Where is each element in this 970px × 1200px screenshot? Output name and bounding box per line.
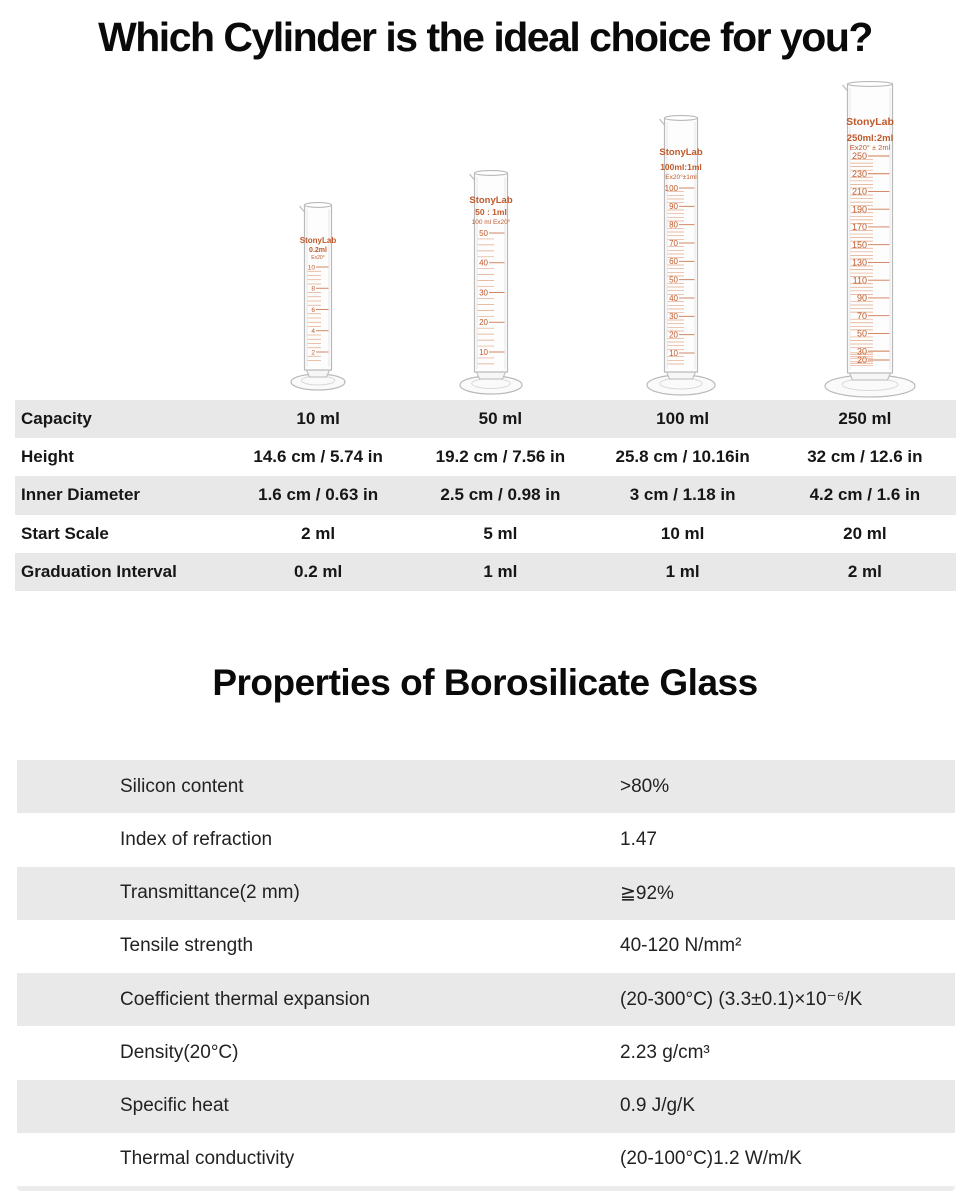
property-label: Tensile strength bbox=[120, 935, 254, 957]
svg-text:80: 80 bbox=[669, 220, 678, 230]
cell-value: 3 cm / 1.18 in bbox=[629, 485, 736, 505]
svg-text:6: 6 bbox=[311, 306, 315, 314]
property-value: 2.23 g/cm³ bbox=[620, 1041, 710, 1063]
svg-text:210: 210 bbox=[851, 186, 867, 197]
svg-text:StonyLab: StonyLab bbox=[659, 147, 703, 158]
svg-text:70: 70 bbox=[669, 238, 678, 248]
comparison-row-start-scale bbox=[15, 515, 956, 553]
property-row-specific-heat bbox=[17, 1080, 955, 1133]
cell-value: 10 ml bbox=[296, 409, 340, 429]
comparison-row-graduation-interval bbox=[15, 553, 956, 591]
comparison-table bbox=[15, 400, 956, 591]
property-row-density bbox=[17, 1026, 955, 1079]
cell-value: 19.2 cm / 7.56 in bbox=[435, 447, 566, 467]
svg-text:StonyLab: StonyLab bbox=[846, 116, 894, 128]
property-row-silicon-content bbox=[17, 760, 955, 813]
svg-text:150: 150 bbox=[851, 239, 867, 250]
property-value: 1.47 bbox=[620, 828, 657, 850]
comparison-row-capacity bbox=[15, 400, 956, 438]
row-label: Inner Diameter bbox=[21, 485, 141, 505]
svg-text:Ex20°±1ml: Ex20°±1ml bbox=[665, 174, 697, 181]
svg-text:90: 90 bbox=[856, 293, 867, 304]
svg-text:0.2ml: 0.2ml bbox=[309, 247, 327, 254]
svg-text:230: 230 bbox=[851, 168, 867, 179]
svg-text:StonyLab: StonyLab bbox=[299, 236, 337, 245]
row-label: Graduation Interval bbox=[21, 561, 177, 581]
svg-text:10: 10 bbox=[479, 347, 488, 357]
svg-text:250: 250 bbox=[851, 151, 867, 162]
property-label: Density(20°C) bbox=[120, 1041, 239, 1063]
property-label: Silicon content bbox=[120, 775, 244, 797]
svg-text:8: 8 bbox=[311, 285, 315, 293]
cell-value: 5 ml bbox=[483, 523, 518, 543]
page-title: Which Cylinder is the ideal choice for you? bbox=[98, 14, 872, 60]
cell-value: 0.2 ml bbox=[294, 561, 343, 581]
property-row-tensile-strength bbox=[17, 920, 955, 973]
svg-text:100 ml Ex20°: 100 ml Ex20° bbox=[471, 219, 511, 226]
row-label: Start Scale bbox=[21, 523, 109, 543]
cell-value: 25.8 cm / 10.16in bbox=[615, 447, 750, 467]
svg-text:250ml:2ml: 250ml:2ml bbox=[846, 133, 894, 144]
svg-text:70: 70 bbox=[856, 310, 867, 321]
cell-value: 1.6 cm / 0.63 in bbox=[258, 485, 379, 505]
svg-text:Ex20°: Ex20° bbox=[311, 255, 325, 261]
svg-text:50 : 1ml: 50 : 1ml bbox=[475, 207, 507, 217]
cell-value: 32 cm / 12.6 in bbox=[807, 447, 923, 467]
cell-value: 2 ml bbox=[847, 561, 882, 581]
svg-text:100: 100 bbox=[664, 183, 678, 193]
cell-value: 2 ml bbox=[301, 523, 336, 543]
property-row-index-of-refraction bbox=[17, 813, 955, 866]
svg-text:2: 2 bbox=[311, 349, 315, 357]
cell-value: 10 ml bbox=[660, 523, 705, 543]
properties-title: Properties of Borosilicate Glass bbox=[212, 662, 758, 703]
svg-text:40: 40 bbox=[669, 293, 678, 303]
svg-text:100ml:1ml: 100ml:1ml bbox=[660, 162, 702, 172]
svg-text:110: 110 bbox=[852, 275, 867, 286]
cylinder-50ml bbox=[460, 171, 522, 394]
cell-value: 50 ml bbox=[478, 409, 523, 429]
cylinders-image bbox=[0, 80, 970, 400]
comparison-row-inner-diameter bbox=[15, 476, 956, 514]
property-value: (20-100°C)1.2 W/m/K bbox=[620, 1148, 802, 1170]
row-label: Capacity bbox=[21, 409, 92, 429]
row-label: Height bbox=[21, 447, 74, 467]
cell-value: 1 ml bbox=[665, 561, 700, 581]
svg-text:StonyLab: StonyLab bbox=[469, 195, 513, 206]
svg-text:4: 4 bbox=[311, 328, 315, 336]
svg-text:30: 30 bbox=[479, 288, 488, 298]
svg-text:30: 30 bbox=[856, 346, 867, 357]
cylinder-100ml bbox=[647, 116, 715, 395]
property-row-thermal-conductivity bbox=[17, 1133, 955, 1186]
svg-text:60: 60 bbox=[669, 257, 678, 267]
svg-text:20: 20 bbox=[669, 330, 678, 340]
property-value: 40-120 N/mm² bbox=[620, 935, 742, 957]
svg-text:40: 40 bbox=[479, 258, 488, 268]
cell-value: 4.2 cm / 1.6 in bbox=[809, 485, 921, 505]
property-value: ≧92% bbox=[620, 882, 674, 904]
property-label: Thermal conductivity bbox=[120, 1148, 295, 1170]
svg-text:Ex20° ± 2ml: Ex20° ± 2ml bbox=[849, 143, 891, 152]
property-label: Specific heat bbox=[120, 1095, 229, 1117]
property-label: Index of refraction bbox=[120, 828, 273, 850]
cell-value: 100 ml bbox=[656, 409, 710, 429]
property-row-transmittance bbox=[17, 867, 955, 920]
cell-value: 20 ml bbox=[843, 523, 887, 543]
svg-text:10: 10 bbox=[307, 264, 315, 272]
svg-text:90: 90 bbox=[669, 202, 678, 212]
property-value: 0.9 J/g/K bbox=[620, 1095, 695, 1117]
comparison-row-height bbox=[15, 438, 956, 476]
svg-text:190: 190 bbox=[851, 204, 867, 215]
property-value: >80% bbox=[620, 775, 670, 797]
svg-text:50: 50 bbox=[856, 328, 867, 339]
cylinders-illustration bbox=[0, 80, 970, 400]
svg-text:50: 50 bbox=[479, 228, 488, 238]
svg-text:50: 50 bbox=[669, 275, 678, 285]
svg-text:130: 130 bbox=[851, 257, 867, 268]
svg-text:20: 20 bbox=[479, 318, 488, 328]
property-label: Coefficient thermal expansion bbox=[120, 988, 370, 1010]
cell-value: 1 ml bbox=[483, 561, 518, 581]
svg-text:10: 10 bbox=[669, 348, 678, 358]
properties-table bbox=[17, 760, 955, 1186]
property-label: Transmittance(2 mm) bbox=[120, 882, 300, 904]
cylinder-10ml bbox=[291, 203, 345, 390]
svg-text:170: 170 bbox=[851, 222, 867, 233]
cylinder-250ml bbox=[825, 82, 915, 397]
cell-value: 2.5 cm / 0.98 in bbox=[440, 485, 561, 505]
property-value: (20-300°C) (3.3±0.1)×10⁻⁶/K bbox=[620, 989, 863, 1011]
cell-value: 250 ml bbox=[838, 409, 892, 429]
cell-value: 14.6 cm / 5.74 in bbox=[253, 447, 383, 467]
property-row-thermal-expansion bbox=[17, 973, 955, 1026]
table-bottom-edge bbox=[17, 1186, 955, 1191]
svg-text:30: 30 bbox=[669, 312, 678, 322]
svg-text:20: 20 bbox=[856, 355, 867, 366]
